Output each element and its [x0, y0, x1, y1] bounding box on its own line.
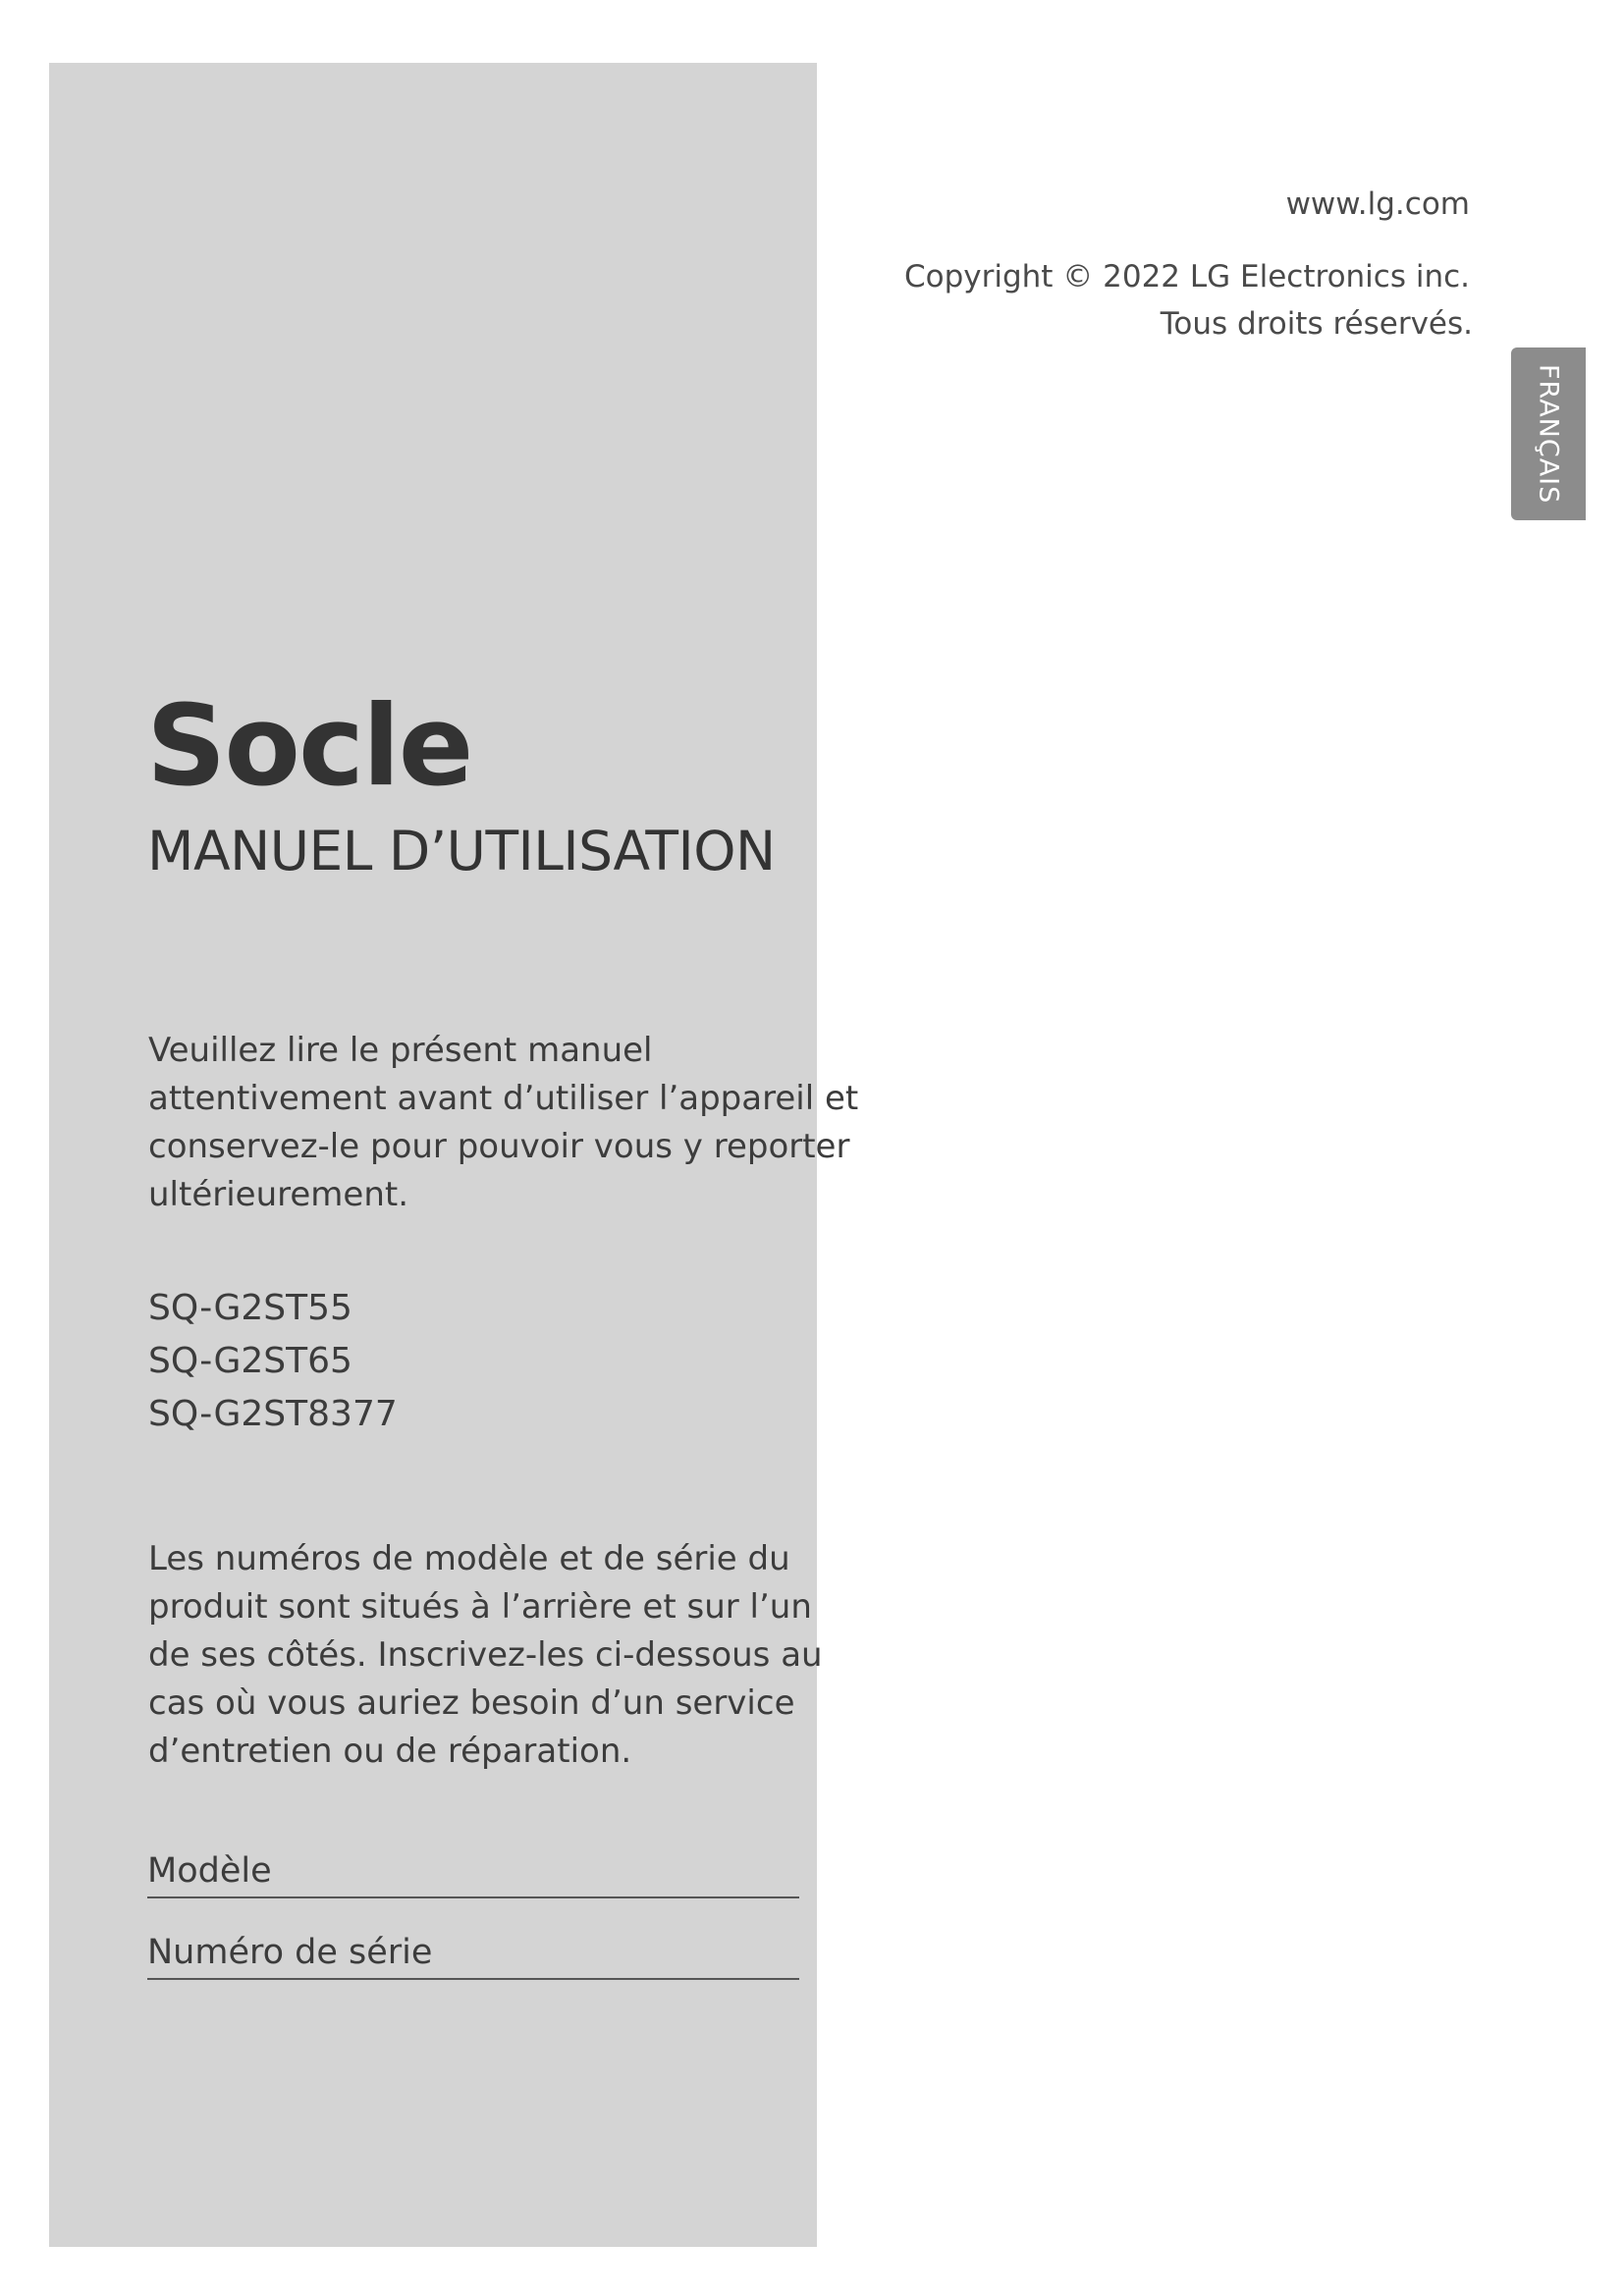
- model-number: SQ-G2ST8377: [148, 1394, 398, 1434]
- serial-number-field-label: Numéro de série: [147, 1933, 433, 1972]
- model-field: [147, 1845, 799, 1898]
- model-field-label: Modèle: [147, 1851, 272, 1891]
- serial-note-line: de ses côtés. Inscrivez-les ci-dessous au: [148, 1635, 823, 1675]
- document-title: Socle: [146, 681, 472, 811]
- serial-note-line: cas où vous auriez besoin d’un service: [148, 1683, 795, 1723]
- intro-line: conservez-le pour pouvoir vous y reporter: [148, 1127, 850, 1166]
- copyright-notice: Copyright © 2022 LG Electronics inc.: [903, 259, 1470, 294]
- serial-note-paragraph: [148, 1535, 823, 1776]
- intro-line: attentivement avant d’utiliser l’appareil et: [148, 1079, 859, 1118]
- intro-paragraph: [148, 1027, 859, 1219]
- serial-note-line: produit sont situés à l’arrière et sur l’un: [148, 1587, 812, 1627]
- intro-line: ultérieurement.: [148, 1175, 409, 1214]
- intro-line: Veuillez lire le présent manuel: [148, 1031, 653, 1070]
- website-url: www.lg.com: [1285, 187, 1470, 222]
- document-subtitle: MANUEL D’UTILISATION: [147, 820, 776, 882]
- model-list: [148, 1282, 398, 1441]
- serial-note-line: Les numéros de modèle et de série du: [148, 1539, 790, 1578]
- language-tab: [1511, 347, 1586, 520]
- rights-notice: Tous droits réservés.: [1160, 306, 1473, 342]
- serial-note-line: d’entretien ou de réparation.: [148, 1732, 632, 1771]
- language-tab-label: FRANÇAIS: [1533, 363, 1564, 505]
- model-number: SQ-G2ST65: [148, 1341, 352, 1381]
- serial-number-field: [147, 1927, 799, 1980]
- model-number: SQ-G2ST55: [148, 1288, 352, 1328]
